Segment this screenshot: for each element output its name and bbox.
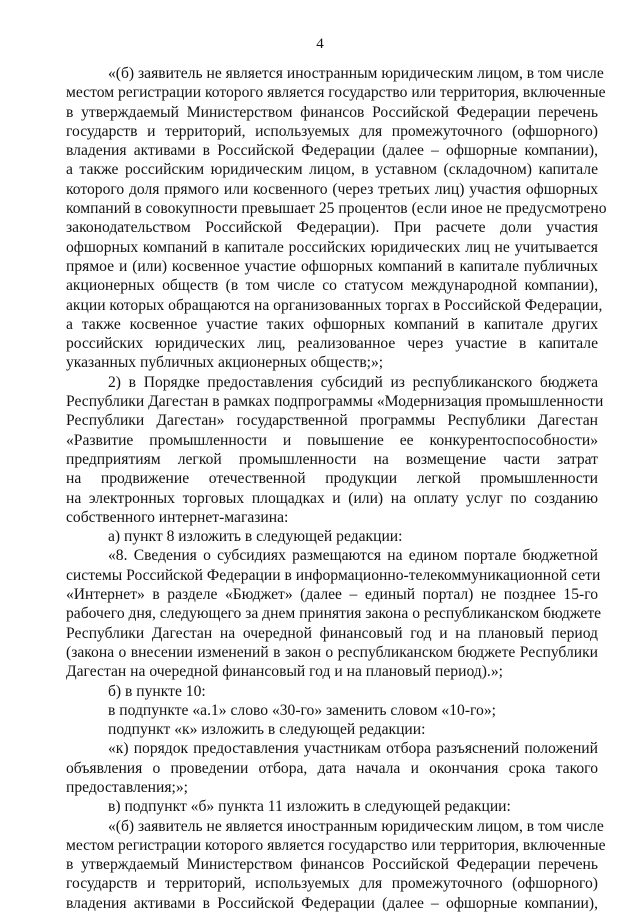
text-line: а) пункт 8 изложить в следующей редакции:: [108, 528, 403, 546]
text-line: на продвижение отечественной продукции легкой промышленности: [66, 470, 598, 488]
text-line: Республики Дагестан в рамках подпрограммы «Модернизация промышленности: [66, 393, 604, 411]
text-line: акционерных обществ (в том числе со статусом международной компании),: [66, 277, 598, 295]
text-line: а также косвенное участие таких офшорных компаний в капитале других: [66, 315, 598, 333]
text-line: Дагестан на очередной финансовый год и на плановый период).»;: [66, 663, 503, 681]
text-line: государств и территорий, используемых для промежуточного (офшорного): [66, 122, 598, 140]
text-line: объявления о проведении отбора, дата начала и окончания срока такого: [66, 759, 598, 777]
text-line: которого доля прямого или косвенного (через третьих лиц) участия офшорных: [66, 180, 598, 198]
text-line: местом регистрации которого является государство или территория, включенные: [66, 836, 606, 854]
text-line: подпункт «к» изложить в следующей редакции:: [108, 721, 426, 739]
text-line: системы Российской Федерации в информационно-телекоммуникационной сети: [66, 566, 601, 584]
text-line: законодательством Российской Федерации). При расчете доли участия: [66, 219, 598, 237]
text-line: в утверждаемый Министерством финансов Российской Федерации перечень: [66, 856, 598, 874]
text-line: «к) порядок предоставления участникам отбора разъяснений положений: [108, 740, 598, 758]
text-line: государств и территорий, используемых для промежуточного (офшорного): [66, 875, 598, 893]
text-line: Республики Дагестан» государственной программы Республики Дагестан: [66, 412, 598, 430]
text-line: 2) в Порядке предоставления субсидий из республиканского бюджета: [108, 373, 598, 391]
text-line: владения активами в Российской Федерации (далее – офшорные компании),: [66, 894, 598, 912]
text-line: Республики Дагестан на очередной финансовый год и на плановый период: [66, 624, 598, 642]
text-line: «Развитие промышленности и повышение ее конкурентоспособности»: [66, 431, 598, 449]
text-line: местом регистрации которого является государство или территория, включенные: [66, 84, 606, 102]
text-line: предоставления;»;: [66, 778, 189, 796]
text-line: б) в пункте 10:: [108, 682, 206, 700]
text-line: (закона о внесении изменений в закон о республиканском бюджете Республики: [66, 643, 598, 661]
text-line: на электронных торговых площадках и (или) на оплату услуг по созданию: [66, 489, 598, 507]
text-line: российских юридических лиц, реализованное через участие в капитале: [66, 335, 598, 353]
text-line: в утверждаемый Министерством финансов Российской Федерации перечень: [66, 103, 598, 121]
text-line: компаний в совокупности превышает 25 процентов (если иное не предусмотрено: [66, 200, 607, 218]
text-line: предприятиям легкой промышленности на возмещение части затрат: [66, 450, 598, 468]
text-line: в подпункте «а.1» слово «30-го» заменить словом «10-го»;: [108, 701, 496, 719]
text-line: «(б) заявитель не является иностранным юридическим лицом, в том числе: [108, 65, 604, 82]
text-line: в) подпункт «б» пункта 11 изложить в следующей редакции:: [108, 798, 511, 816]
text-line: указанных публичных акционерных обществ;»;: [66, 354, 384, 372]
document-body: [66, 64, 607, 913]
page-number: 4: [316, 36, 324, 52]
text-line: рабочего дня, следующего за днем принятия закона о республиканском бюджете: [66, 605, 602, 623]
text-line: «(б) заявитель не является иностранным юридическим лицом, в том числе: [108, 817, 604, 835]
text-line: владения активами в Российской Федерации (далее – офшорные компании),: [66, 142, 598, 160]
text-line: «8. Сведения о субсидиях размещаются на едином портале бюджетной: [108, 547, 598, 565]
text-line: «Интернет» в разделе «Бюджет» (далее – единый портал) не позднее 15-го: [66, 586, 598, 604]
text-line: офшорных компаний в капитале российских юридических лиц не учитывается: [66, 238, 598, 256]
text-line: а также российским юридическим лицом, в уставном (складочном) капитале: [66, 161, 598, 179]
text-line: акции которых обращаются на организованных торгах в Российской Федерации,: [66, 296, 603, 314]
text-line: собственного интернет-магазина:: [66, 508, 289, 526]
text-line: прямое и (или) косвенное участие офшорных компаний в капитале публичных: [66, 257, 598, 275]
